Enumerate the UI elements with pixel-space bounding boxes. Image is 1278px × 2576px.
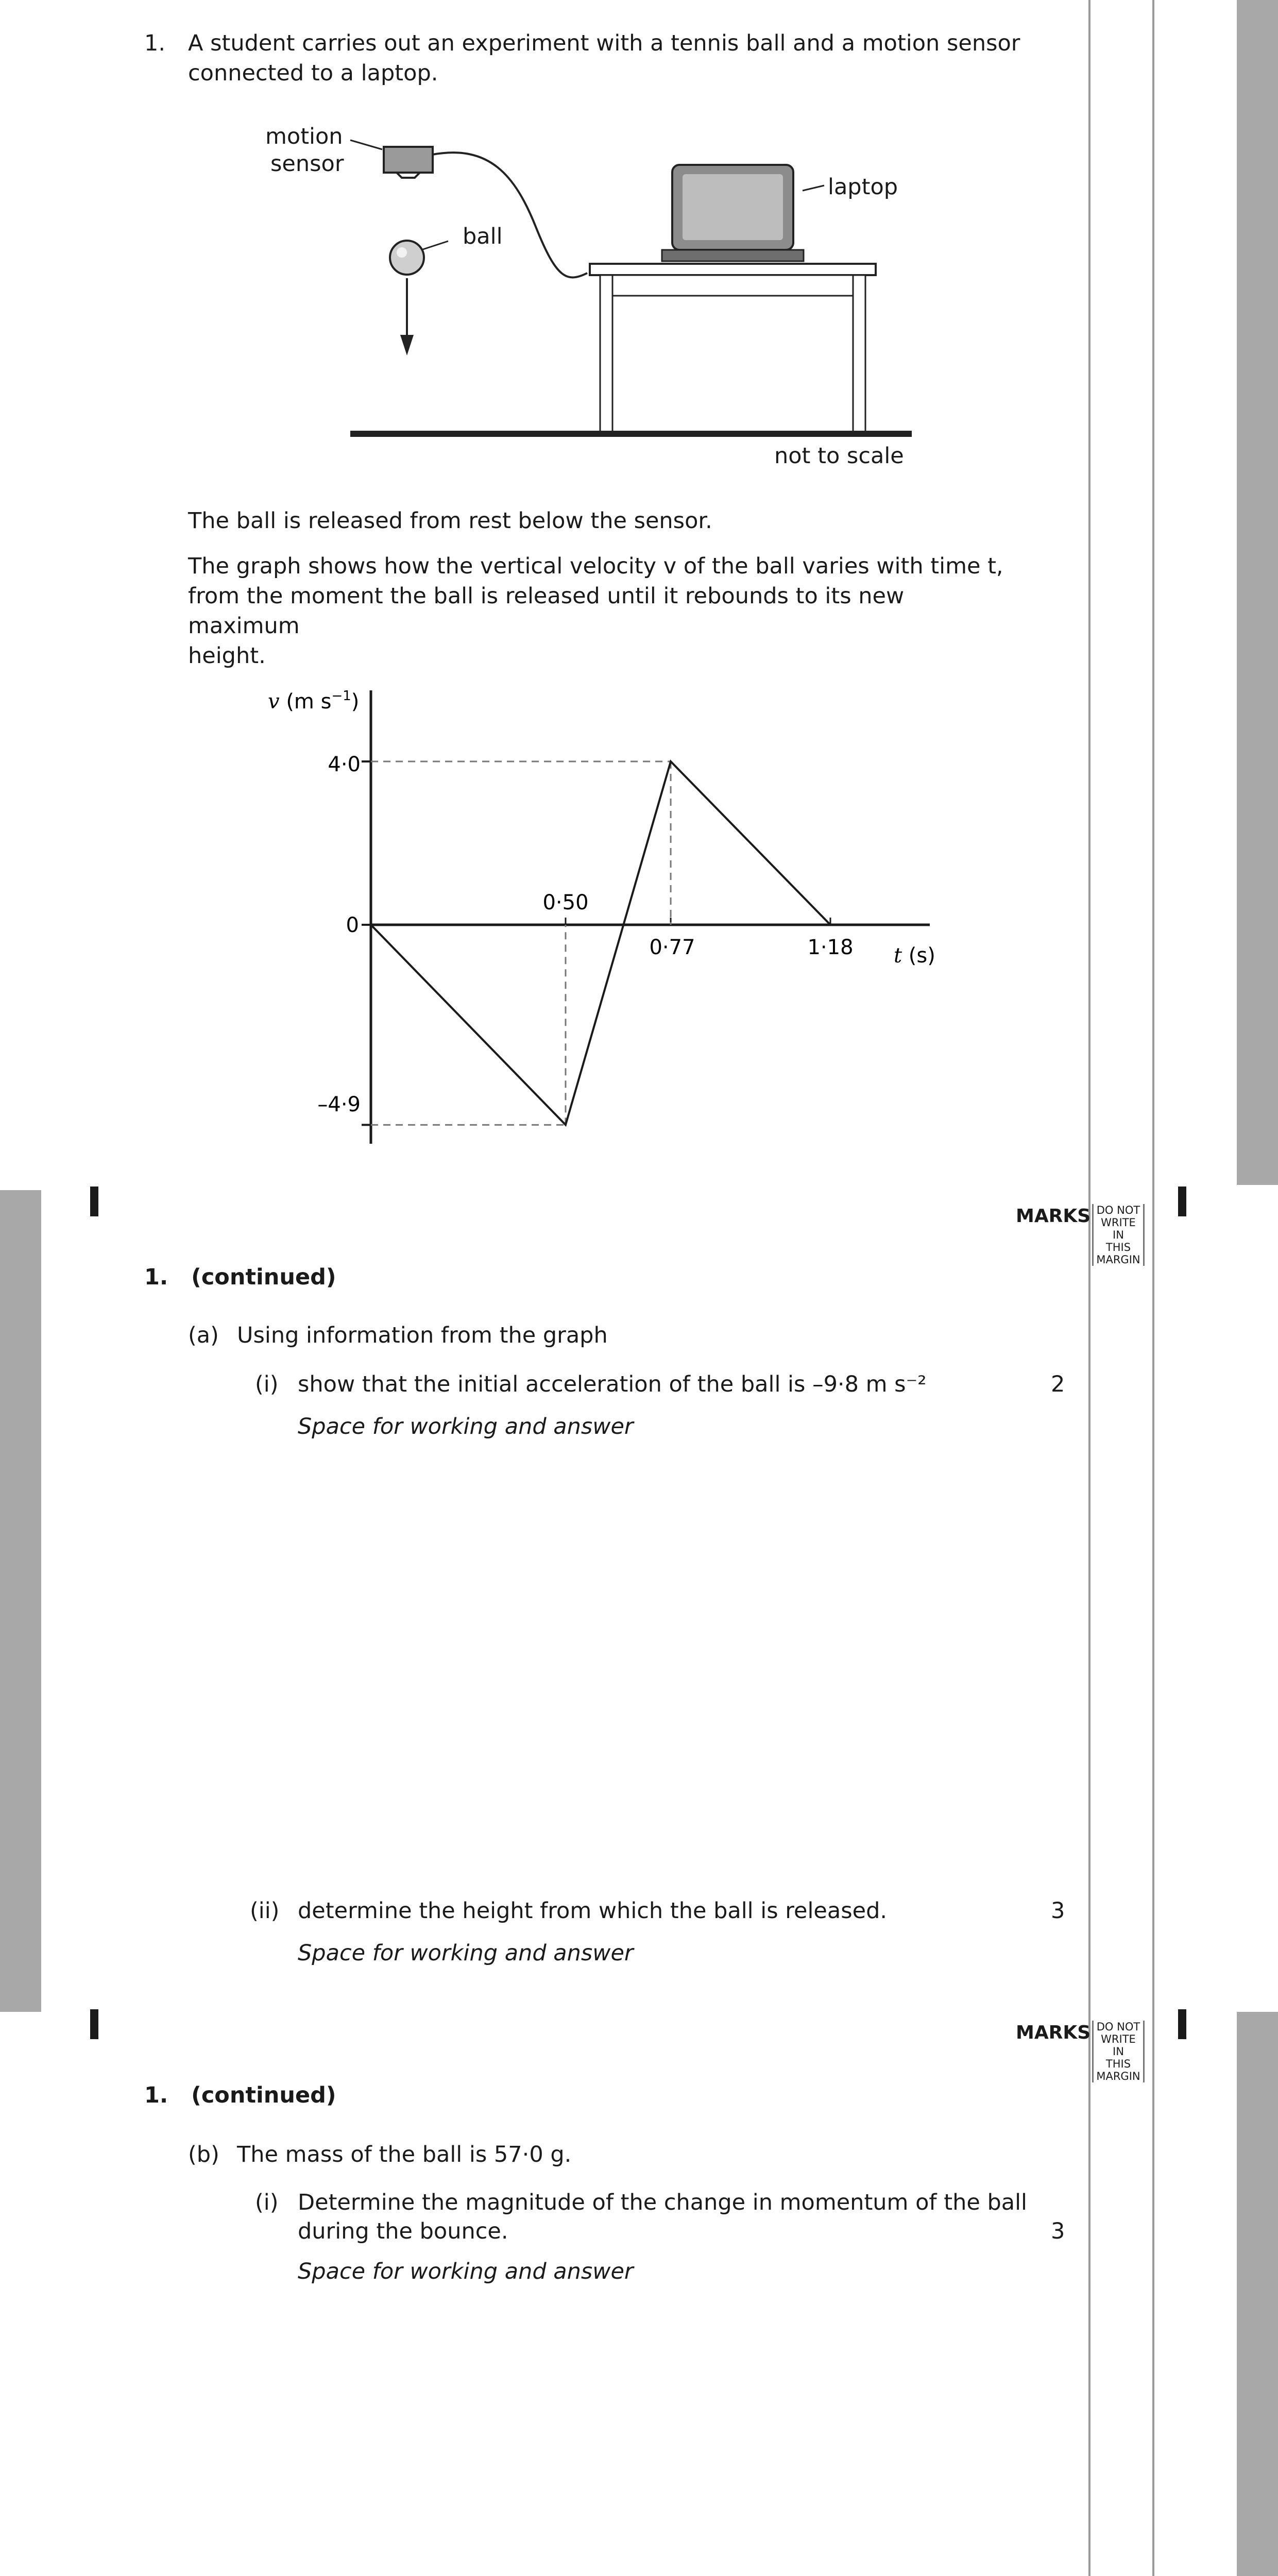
part-text: Using information from the graph: [237, 1323, 608, 1348]
x-tick-label: 0·77: [649, 936, 695, 959]
graph-description-line: from the moment the ball is released until it rebounds to its new maximum: [188, 583, 905, 639]
part-label: (b): [188, 2142, 219, 2167]
release-text: The ball is released from rest below the sensor.: [188, 508, 712, 534]
page-mark: [90, 2009, 98, 2039]
do-not-write-label: DO NOT WRITE IN THIS MARGIN: [1092, 2021, 1145, 2082]
subpart-label: (i): [255, 1371, 279, 1397]
subpart-text: Determine the magnitude of the change in momentum of the ball: [298, 2190, 1027, 2215]
marks-value: 3: [1051, 2218, 1065, 2244]
laptop-label: laptop: [828, 174, 898, 200]
do-not-write-label: DO NOT WRITE IN THIS MARGIN: [1092, 1204, 1145, 1266]
x-axis-label: t (s): [894, 944, 935, 968]
working-space-label: Space for working and answer: [298, 1414, 634, 1439]
graph-description-line: height.: [188, 643, 266, 669]
page-mark: [90, 1187, 98, 1216]
motion-label: motion: [265, 124, 343, 149]
page-mark: [1178, 1187, 1186, 1216]
marks-header: MARKS: [1016, 2022, 1091, 2043]
velocity-series-line: [371, 761, 830, 1125]
sensor-label: sensor: [270, 151, 344, 177]
subpart-text: determine the height from which the ball is released.: [298, 1898, 888, 1924]
page-edge-bar: [1237, 2012, 1278, 2576]
x-tick-label: 1·18: [807, 936, 854, 959]
page-edge-bar: [0, 1190, 41, 2012]
velocity-time-graph: [0, 0, 1278, 1185]
part-text: The mass of the ball is 57·0 g.: [237, 2142, 572, 2167]
marks-header: MARKS: [1016, 1206, 1091, 1227]
subpart-label: (ii): [250, 1898, 280, 1924]
continued-heading: 1. (continued): [144, 1264, 336, 1290]
y-axis-label: v (m $s^{-1}$): [268, 688, 360, 714]
graph-description-line: The graph shows how the vertical velocity v of the ball varies with time t,: [188, 553, 1003, 579]
continued-heading: 1. (continued): [144, 2082, 336, 2108]
marks-value: 2: [1051, 1371, 1065, 1397]
ball-label: ball: [463, 224, 503, 249]
intro-text: connected to a laptop.: [188, 60, 438, 86]
marks-value: 3: [1051, 1898, 1065, 1924]
working-space-label: Space for working and answer: [298, 1940, 634, 1966]
y-tick-label: –4·9: [317, 1093, 361, 1116]
intro-text: A student carries out an experiment with a tennis ball and a motion sensor: [188, 30, 1020, 56]
question-number: 1.: [144, 30, 166, 56]
working-space-label: Space for working and answer: [298, 2259, 634, 2284]
part-label: (a): [188, 1323, 219, 1348]
subpart-text: show that the initial acceleration of the ball is –9·8 m s⁻²: [298, 1371, 927, 1397]
not-to-scale-label: not to scale: [774, 443, 904, 469]
y-tick-label: 0: [346, 913, 359, 937]
subpart-label: (i): [255, 2190, 279, 2215]
x-tick-label: 0·50: [542, 891, 589, 914]
subpart-text: during the bounce.: [298, 2218, 508, 2244]
y-tick-label: 4·0: [328, 753, 361, 776]
page-mark: [1178, 2009, 1186, 2039]
